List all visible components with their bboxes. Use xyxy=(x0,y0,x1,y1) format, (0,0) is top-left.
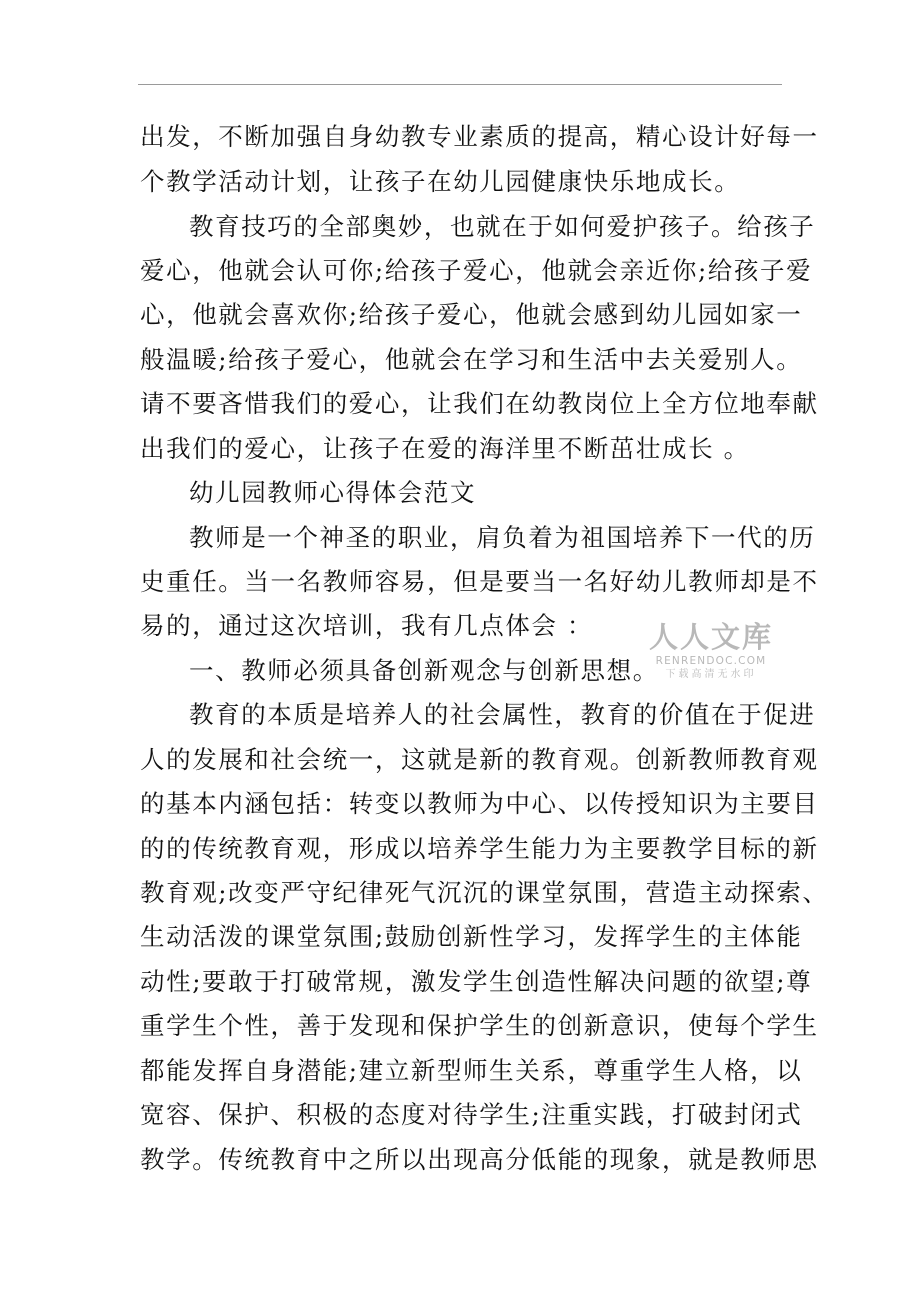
text-line: 的的传统教育观，形成以培养学生能力为主要教学目标的新 xyxy=(140,834,819,863)
watermark-brand: 人人文库 xyxy=(648,620,773,654)
text-line: 宽容、保护、积极的态度对待学生;注重实践，打破封闭式 xyxy=(140,1100,803,1129)
text-line: 教育观;改变严守纪律死气沉沉的课堂氛围，营造主动探索、 xyxy=(140,878,829,907)
text-line: 般温暖;给孩子爱心，他就会在学习和生活中去关爱别人。 xyxy=(140,345,803,374)
text-line: 请不要吝惜我们的爱心，让我们在幼教岗位上全方位地奉献 xyxy=(140,389,819,418)
text-line: 动性;要敢于打破常规，激发学生创造性解决问题的欲望;尊 xyxy=(140,967,813,996)
text-line: 爱心，他就会认可你;给孩子爱心，他就会亲近你;给孩子爱 xyxy=(140,256,813,285)
watermark xyxy=(648,620,774,682)
text-line: 生动活泼的课堂氛围;鼓励创新性学习，发挥学生的主体能 xyxy=(140,922,803,951)
watermark-tagline: 下载高清无水印 xyxy=(665,669,757,680)
header-rule xyxy=(138,84,782,85)
text-line: 教育技巧的全部奥妙，也就在于如何爱护孩子。给孩子 xyxy=(189,212,816,241)
watermark-domain: RENRENDOC.COM xyxy=(655,655,767,667)
text-line: 重学生个性，善于发现和保护学生的创新意识，使每个学生 xyxy=(140,1011,819,1040)
text-line: 出我们的爱心，让孩子在爱的海洋里不断茁壮成长 。 xyxy=(140,434,750,463)
text-line: 教师是一个神圣的职业，肩负着为祖国培养下一代的历 xyxy=(189,523,816,552)
text-line: 心，他就会喜欢你;给孩子爱心，他就会感到幼儿园如家一 xyxy=(140,300,803,329)
text-line: 教育的本质是培养人的社会属性，教育的价值在于促进 xyxy=(189,700,816,729)
text-line: 史重任。当一名教师容易，但是要当一名好幼儿教师却是不 xyxy=(140,567,819,596)
text-line: 都能发挥自身潜能;建立新型师生关系，尊重学生人格，以 xyxy=(140,1056,803,1085)
section-heading: 幼儿园教师心得体会范文 xyxy=(189,478,477,507)
text-line: 人的发展和社会统一，这就是新的教育观。创新教师教育观 xyxy=(140,745,819,774)
text-line: 教学。传统教育中之所以出现高分低能的现象，就是教师思 xyxy=(140,1145,819,1174)
text-line: 个教学活动计划，让孩子在幼儿园健康快乐地成长。 xyxy=(140,167,741,196)
text-line: 的基本内涵包括：转变以教师为中心、以传授知识为主要目 xyxy=(140,789,819,818)
text-line: 出发，不断加强自身幼教专业素质的提高，精心设计好每一 xyxy=(140,122,819,151)
text-line: 易的，通过这次培训，我有几点体会 ： xyxy=(140,611,594,640)
point-heading: 一、教师必须具备创新观念与创新思想。 xyxy=(189,656,659,685)
